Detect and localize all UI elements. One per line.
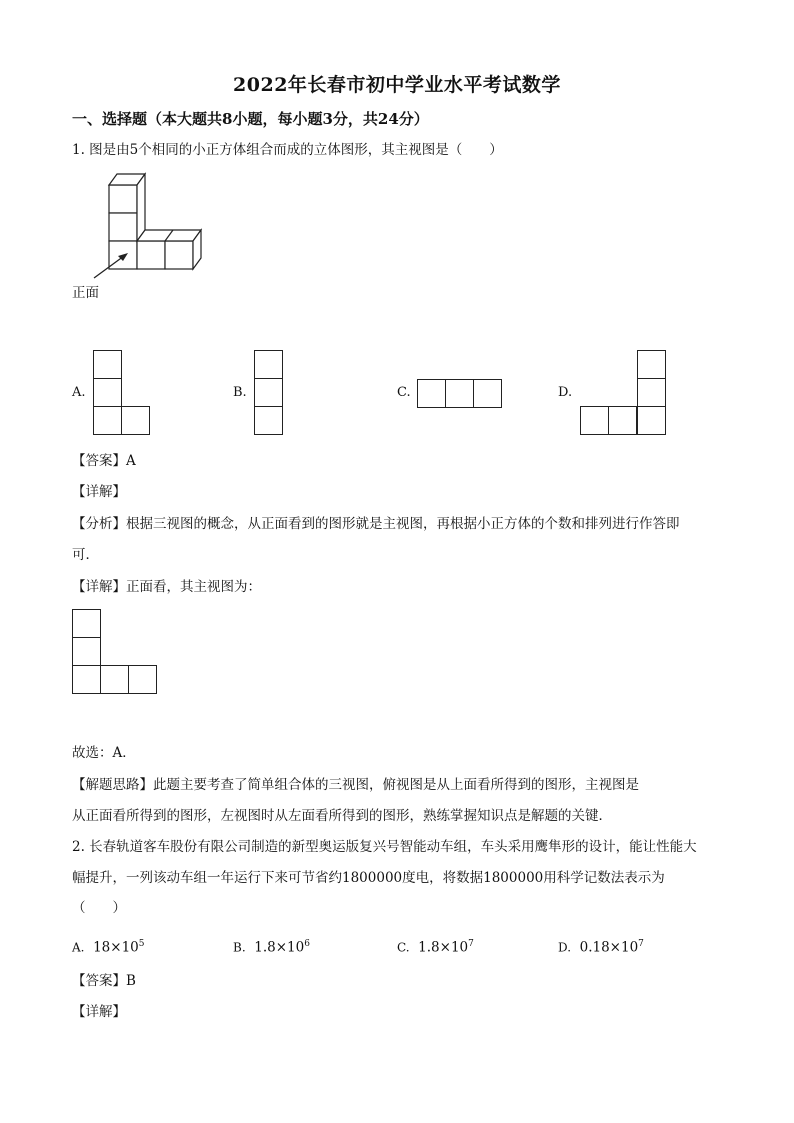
- front-label: 正面: [72, 285, 99, 301]
- page-title: 2022年长春市初中学业水平考试数学: [233, 74, 561, 96]
- q2-option-d: D. $0.18\times 10^7$: [558, 939, 644, 956]
- section-heading: 一、选择题（本大题共8小题，每小题3分，共24分）: [72, 110, 429, 128]
- q1-choose: 故选：A．: [72, 745, 136, 761]
- q2-option-b: B. $1.8\times 10^6$: [233, 939, 310, 956]
- q1-thinking-line2: 从正面看所得到的图形，左视图时从左面看所得到的图形，熟练掌握知识点是解题的关键．: [72, 808, 612, 824]
- q2-answer: 【答案】B: [72, 973, 136, 989]
- option-c-label: C.: [397, 385, 411, 400]
- q1-3d-figure: [100, 170, 220, 280]
- q2-option-a: A. $18\times 10^5$: [72, 939, 145, 956]
- q1-thinking-line1: 【解题思路】此题主要考查了简单组合体的三视图，俯视图是从上面看所得到的图形，主视图是: [72, 777, 639, 793]
- q2-detail-tag: 【详解】: [72, 1004, 126, 1020]
- q1-stem: 1. 图是由5个相同的小正方体组合而成的立体图形，其主视图是（ ）: [72, 142, 503, 158]
- q2-stem-line1: 2. 长春轨道客车股份有限公司制造的新型奥运版复兴号智能动车组，车头采用鹰隼形的设计，能让性能大: [72, 839, 697, 855]
- q1-analysis-line2: 可．: [72, 547, 99, 563]
- q2-stem-line2: 幅提升，一列该动车组一年运行下来可节省约1800000度电，将数据1800000用科学记数法表示为: [72, 870, 665, 886]
- q2-option-c: C. $1.8\times 10^7$: [397, 939, 474, 956]
- option-a-label: A.: [72, 385, 86, 400]
- q2-stem-line3: （ ）: [72, 900, 126, 916]
- q1-analysis-line1: 【分析】根据三视图的概念，从正面看到的图形就是主视图，再根据小正方体的个数和排列进行作答即: [72, 516, 680, 532]
- q1-detail-tag: 【详解】: [72, 484, 126, 500]
- option-b-label: B.: [233, 385, 247, 400]
- q1-detail-line: 【详解】正面看，其主视图为：: [72, 579, 261, 595]
- q1-answer: 【答案】A: [72, 453, 136, 469]
- option-d-label: D.: [558, 385, 573, 400]
